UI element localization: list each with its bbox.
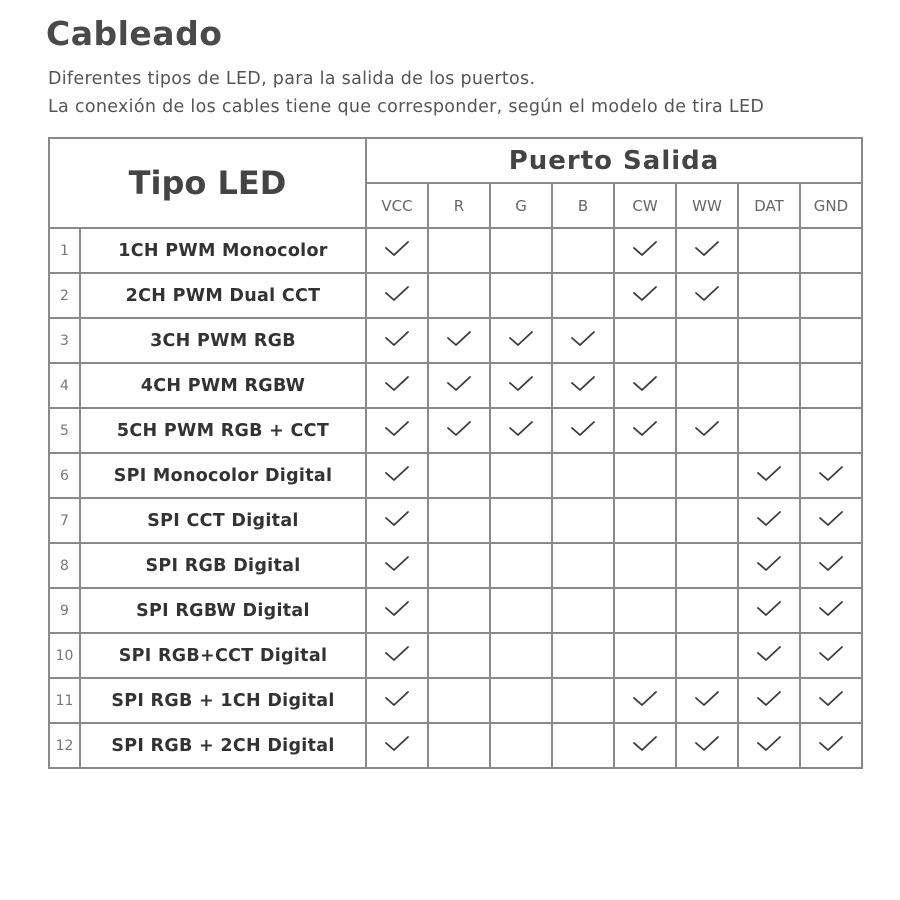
cell-cw bbox=[614, 723, 676, 768]
table-row bbox=[49, 363, 862, 408]
checkmark-icon bbox=[756, 510, 782, 528]
cell-ww bbox=[676, 678, 738, 723]
cell-ww bbox=[676, 453, 738, 498]
cell-g bbox=[490, 273, 552, 318]
cell-dat bbox=[738, 408, 800, 453]
cell-vcc bbox=[366, 678, 428, 723]
cell-b bbox=[552, 498, 614, 543]
cell-cw bbox=[614, 543, 676, 588]
table-row bbox=[49, 408, 862, 453]
cell-r bbox=[428, 453, 490, 498]
cell-ww bbox=[676, 723, 738, 768]
cell-g bbox=[490, 453, 552, 498]
cell-b bbox=[552, 363, 614, 408]
checkmark-icon bbox=[818, 645, 844, 663]
cell-vcc bbox=[366, 363, 428, 408]
cell-ww bbox=[676, 543, 738, 588]
cell-vcc bbox=[366, 543, 428, 588]
cell-dat bbox=[738, 273, 800, 318]
checkmark-icon bbox=[632, 420, 658, 438]
row-number: 7 bbox=[49, 498, 80, 543]
row-number: 1 bbox=[49, 228, 80, 273]
cell-ww bbox=[676, 408, 738, 453]
led-type-name: SPI RGB Digital bbox=[80, 543, 366, 588]
cell-g bbox=[490, 678, 552, 723]
cell-gnd bbox=[800, 453, 862, 498]
cell-cw bbox=[614, 453, 676, 498]
port-header-b: B bbox=[552, 183, 614, 228]
cell-ww bbox=[676, 228, 738, 273]
cell-g bbox=[490, 318, 552, 363]
cell-g bbox=[490, 408, 552, 453]
checkmark-icon bbox=[384, 600, 410, 618]
port-header-ww: WW bbox=[676, 183, 738, 228]
cell-cw bbox=[614, 408, 676, 453]
cell-r bbox=[428, 273, 490, 318]
cell-gnd bbox=[800, 363, 862, 408]
tipo-led-header: Tipo LED bbox=[49, 138, 366, 228]
checkmark-icon bbox=[694, 285, 720, 303]
cell-gnd bbox=[800, 408, 862, 453]
checkmark-icon bbox=[384, 375, 410, 393]
cell-ww bbox=[676, 273, 738, 318]
cell-b bbox=[552, 318, 614, 363]
checkmark-icon bbox=[818, 510, 844, 528]
page-title: Cableado bbox=[46, 14, 223, 53]
cell-b bbox=[552, 453, 614, 498]
checkmark-icon bbox=[756, 645, 782, 663]
cell-r bbox=[428, 543, 490, 588]
checkmark-icon bbox=[508, 330, 534, 348]
cell-vcc bbox=[366, 723, 428, 768]
cell-r bbox=[428, 633, 490, 678]
cell-r bbox=[428, 678, 490, 723]
cell-dat bbox=[738, 678, 800, 723]
checkmark-icon bbox=[818, 690, 844, 708]
cell-gnd bbox=[800, 498, 862, 543]
cell-vcc bbox=[366, 408, 428, 453]
cell-b bbox=[552, 678, 614, 723]
cell-gnd bbox=[800, 543, 862, 588]
checkmark-icon bbox=[384, 645, 410, 663]
cell-dat bbox=[738, 228, 800, 273]
led-type-name: SPI Monocolor Digital bbox=[80, 453, 366, 498]
checkmark-icon bbox=[384, 735, 410, 753]
cell-cw bbox=[614, 678, 676, 723]
checkmark-icon bbox=[694, 420, 720, 438]
led-type-name: 4CH PWM RGBW bbox=[80, 363, 366, 408]
checkmark-icon bbox=[384, 555, 410, 573]
checkmark-icon bbox=[694, 690, 720, 708]
row-number: 4 bbox=[49, 363, 80, 408]
checkmark-icon bbox=[818, 465, 844, 483]
table-row bbox=[49, 723, 862, 768]
checkmark-icon bbox=[384, 465, 410, 483]
checkmark-icon bbox=[384, 510, 410, 528]
cell-vcc bbox=[366, 228, 428, 273]
checkmark-icon bbox=[570, 375, 596, 393]
port-header-cw: CW bbox=[614, 183, 676, 228]
cell-dat bbox=[738, 588, 800, 633]
checkmark-icon bbox=[632, 735, 658, 753]
cell-vcc bbox=[366, 453, 428, 498]
cell-r bbox=[428, 318, 490, 363]
cell-b bbox=[552, 633, 614, 678]
row-number: 10 bbox=[49, 633, 80, 678]
checkmark-icon bbox=[818, 600, 844, 618]
cell-gnd bbox=[800, 228, 862, 273]
wiring-table bbox=[48, 137, 863, 769]
checkmark-icon bbox=[446, 375, 472, 393]
led-type-name: 5CH PWM RGB + CCT bbox=[80, 408, 366, 453]
cell-r bbox=[428, 363, 490, 408]
row-number: 5 bbox=[49, 408, 80, 453]
cell-ww bbox=[676, 363, 738, 408]
table-row bbox=[49, 453, 862, 498]
cell-ww bbox=[676, 318, 738, 363]
cell-dat bbox=[738, 453, 800, 498]
cell-r bbox=[428, 588, 490, 633]
table-row bbox=[49, 588, 862, 633]
cell-b bbox=[552, 228, 614, 273]
cell-gnd bbox=[800, 633, 862, 678]
led-type-name: 3CH PWM RGB bbox=[80, 318, 366, 363]
table-row bbox=[49, 543, 862, 588]
row-number: 3 bbox=[49, 318, 80, 363]
row-number: 2 bbox=[49, 273, 80, 318]
checkmark-icon bbox=[756, 465, 782, 483]
cell-gnd bbox=[800, 318, 862, 363]
cell-dat bbox=[738, 633, 800, 678]
checkmark-icon bbox=[446, 330, 472, 348]
cell-cw bbox=[614, 633, 676, 678]
port-header-dat: DAT bbox=[738, 183, 800, 228]
cell-b bbox=[552, 273, 614, 318]
row-number: 9 bbox=[49, 588, 80, 633]
cell-dat bbox=[738, 318, 800, 363]
cell-cw bbox=[614, 228, 676, 273]
cell-vcc bbox=[366, 273, 428, 318]
cell-b bbox=[552, 723, 614, 768]
cell-dat bbox=[738, 498, 800, 543]
led-type-name: SPI RGBW Digital bbox=[80, 588, 366, 633]
cell-r bbox=[428, 723, 490, 768]
checkmark-icon bbox=[570, 330, 596, 348]
cell-g bbox=[490, 633, 552, 678]
cell-ww bbox=[676, 588, 738, 633]
cell-r bbox=[428, 498, 490, 543]
cell-b bbox=[552, 408, 614, 453]
checkmark-icon bbox=[508, 375, 534, 393]
port-header-r: R bbox=[428, 183, 490, 228]
cell-ww bbox=[676, 498, 738, 543]
cell-g bbox=[490, 363, 552, 408]
cell-b bbox=[552, 588, 614, 633]
cell-vcc bbox=[366, 588, 428, 633]
cell-dat bbox=[738, 543, 800, 588]
cell-gnd bbox=[800, 273, 862, 318]
cell-g bbox=[490, 723, 552, 768]
cell-g bbox=[490, 543, 552, 588]
table-row bbox=[49, 678, 862, 723]
row-number: 8 bbox=[49, 543, 80, 588]
checkmark-icon bbox=[756, 690, 782, 708]
cell-vcc bbox=[366, 498, 428, 543]
checkmark-icon bbox=[446, 420, 472, 438]
checkmark-icon bbox=[632, 375, 658, 393]
led-type-name: SPI RGB + 2CH Digital bbox=[80, 723, 366, 768]
cell-gnd bbox=[800, 588, 862, 633]
cell-vcc bbox=[366, 318, 428, 363]
cell-cw bbox=[614, 498, 676, 543]
checkmark-icon bbox=[818, 735, 844, 753]
cell-cw bbox=[614, 318, 676, 363]
subtitle-line-1: Diferentes tipos de LED, para la salida de los puertos. bbox=[48, 69, 536, 89]
table-row bbox=[49, 633, 862, 678]
checkmark-icon bbox=[632, 240, 658, 258]
header-row-1 bbox=[49, 138, 862, 183]
port-header-vcc: VCC bbox=[366, 183, 428, 228]
checkmark-icon bbox=[570, 420, 596, 438]
cell-g bbox=[490, 228, 552, 273]
subtitle-line-2: La conexión de los cables tiene que corresponder, según el modelo de tira LED bbox=[48, 97, 765, 117]
port-header-g: G bbox=[490, 183, 552, 228]
table-row bbox=[49, 228, 862, 273]
checkmark-icon bbox=[818, 555, 844, 573]
cell-cw bbox=[614, 588, 676, 633]
cell-dat bbox=[738, 723, 800, 768]
cell-ww bbox=[676, 633, 738, 678]
checkmark-icon bbox=[756, 600, 782, 618]
cell-gnd bbox=[800, 723, 862, 768]
cell-r bbox=[428, 408, 490, 453]
led-type-name: 1CH PWM Monocolor bbox=[80, 228, 366, 273]
checkmark-icon bbox=[694, 735, 720, 753]
cell-b bbox=[552, 543, 614, 588]
table-row bbox=[49, 273, 862, 318]
cell-cw bbox=[614, 273, 676, 318]
led-type-name: 2CH PWM Dual CCT bbox=[80, 273, 366, 318]
puerto-salida-header: Puerto Salida bbox=[366, 138, 862, 183]
checkmark-icon bbox=[508, 420, 534, 438]
cell-cw bbox=[614, 363, 676, 408]
cell-gnd bbox=[800, 678, 862, 723]
table-row bbox=[49, 498, 862, 543]
checkmark-icon bbox=[384, 285, 410, 303]
row-number: 12 bbox=[49, 723, 80, 768]
checkmark-icon bbox=[384, 690, 410, 708]
cell-g bbox=[490, 498, 552, 543]
checkmark-icon bbox=[384, 240, 410, 258]
cell-r bbox=[428, 228, 490, 273]
port-header-gnd: GND bbox=[800, 183, 862, 228]
checkmark-icon bbox=[756, 555, 782, 573]
checkmark-icon bbox=[384, 330, 410, 348]
row-number: 6 bbox=[49, 453, 80, 498]
led-type-name: SPI CCT Digital bbox=[80, 498, 366, 543]
checkmark-icon bbox=[756, 735, 782, 753]
checkmark-icon bbox=[632, 690, 658, 708]
table-row bbox=[49, 318, 862, 363]
led-type-name: SPI RGB+CCT Digital bbox=[80, 633, 366, 678]
led-type-name: SPI RGB + 1CH Digital bbox=[80, 678, 366, 723]
cell-dat bbox=[738, 363, 800, 408]
cell-vcc bbox=[366, 633, 428, 678]
checkmark-icon bbox=[384, 420, 410, 438]
cell-g bbox=[490, 588, 552, 633]
checkmark-icon bbox=[632, 285, 658, 303]
checkmark-icon bbox=[694, 240, 720, 258]
row-number: 11 bbox=[49, 678, 80, 723]
